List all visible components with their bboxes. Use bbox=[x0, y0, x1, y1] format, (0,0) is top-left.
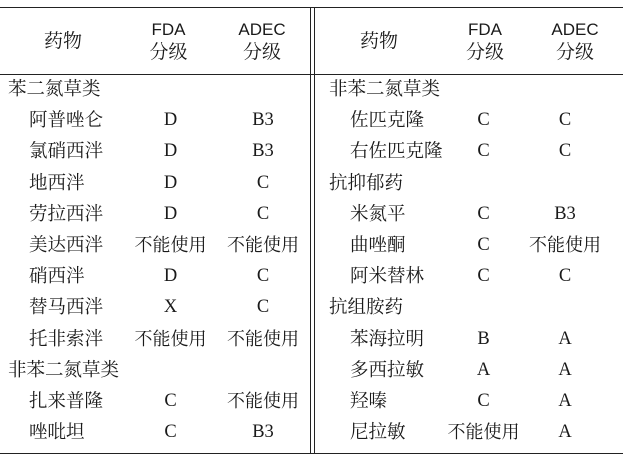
adec-grade: C bbox=[256, 203, 270, 224]
table-row bbox=[0, 105, 310, 136]
drug-name: 羟嗪 bbox=[350, 390, 388, 412]
drug-name: 曲唑酮 bbox=[350, 234, 406, 256]
fda-grade: A bbox=[476, 359, 491, 380]
fda-grade: C bbox=[477, 203, 490, 224]
category-row bbox=[316, 74, 623, 105]
category-row bbox=[316, 168, 623, 199]
table-center-double-rule bbox=[310, 7, 315, 453]
table-row bbox=[0, 261, 310, 292]
drug-name: 阿普唑仑 bbox=[29, 110, 104, 132]
table-row bbox=[0, 292, 310, 323]
table-row bbox=[316, 324, 623, 355]
table-row bbox=[316, 355, 623, 386]
header-fda-right bbox=[437, 7, 533, 74]
table-row bbox=[0, 168, 310, 199]
category-label: 苯二氮草类 bbox=[8, 79, 101, 100]
adec-grade: 不能使用 bbox=[227, 390, 299, 412]
table-row bbox=[0, 230, 310, 261]
header-drug-right bbox=[316, 7, 442, 74]
fda-grade: C bbox=[164, 390, 177, 411]
table-row bbox=[0, 199, 310, 230]
fda-grade: C bbox=[477, 110, 490, 131]
header-adec-right bbox=[527, 7, 623, 74]
category-row bbox=[0, 74, 310, 105]
drug-name: 美达西泮 bbox=[29, 234, 104, 256]
fda-grade: D bbox=[163, 141, 178, 162]
fda-grade: C bbox=[477, 234, 490, 255]
table-row bbox=[316, 417, 623, 448]
drug-name: 尼拉敏 bbox=[350, 422, 406, 444]
fda-grade: C bbox=[477, 390, 490, 411]
header-fda bbox=[120, 7, 217, 74]
header-drug-label-right: 药物 bbox=[359, 29, 398, 52]
drug-name: 地西泮 bbox=[29, 172, 85, 194]
adec-grade: 不能使用 bbox=[227, 328, 299, 350]
adec-grade: C bbox=[558, 266, 572, 287]
header-adec-line1-right: ADEC bbox=[551, 19, 599, 39]
drug-name: 米氮平 bbox=[350, 203, 406, 225]
fda-grade: C bbox=[164, 422, 177, 443]
adec-grade: 不能使用 bbox=[529, 234, 601, 256]
table-row bbox=[0, 324, 310, 355]
adec-grade: A bbox=[558, 422, 572, 443]
fda-grade: D bbox=[163, 266, 178, 287]
table-bottom-rule bbox=[0, 453, 623, 454]
adec-grade: C bbox=[256, 172, 270, 193]
drug-name: 多西拉敏 bbox=[350, 359, 425, 381]
category-label: 非苯二氮草类 bbox=[8, 359, 120, 381]
drug-name: 右佐匹克隆 bbox=[350, 141, 443, 163]
drug-name: 阿米替林 bbox=[350, 266, 425, 288]
table-row bbox=[316, 230, 623, 261]
table-row bbox=[0, 417, 310, 448]
adec-grade: A bbox=[558, 359, 572, 380]
drug-name: 氯硝西泮 bbox=[29, 141, 104, 163]
adec-grade: A bbox=[558, 390, 572, 411]
adec-grade: C bbox=[256, 297, 270, 318]
header-adec bbox=[214, 7, 310, 74]
table-row bbox=[0, 386, 310, 417]
adec-grade: C bbox=[558, 110, 572, 131]
category-label: 抗组胺药 bbox=[329, 297, 404, 319]
drug-name: 扎来普隆 bbox=[29, 390, 104, 412]
fda-grade: 不能使用 bbox=[134, 234, 207, 256]
adec-grade: B3 bbox=[554, 203, 576, 224]
adec-grade: A bbox=[558, 328, 572, 349]
right-rows bbox=[316, 74, 623, 448]
fda-grade: D bbox=[163, 110, 178, 131]
table-row bbox=[316, 136, 623, 167]
fda-grade: D bbox=[163, 203, 178, 224]
header-fda-line2-right: 分级 bbox=[465, 40, 504, 63]
table-row bbox=[316, 105, 623, 136]
table-row bbox=[316, 386, 623, 417]
fda-grade: C bbox=[477, 266, 490, 287]
table-row bbox=[0, 136, 310, 167]
adec-grade: C bbox=[558, 141, 572, 162]
adec-grade: B3 bbox=[252, 110, 274, 131]
adec-grade: B3 bbox=[252, 141, 274, 162]
drug-name: 劳拉西泮 bbox=[29, 203, 104, 225]
adec-grade: B3 bbox=[252, 422, 274, 443]
header-drug bbox=[0, 7, 126, 74]
table-row bbox=[316, 261, 623, 292]
fda-grade: D bbox=[163, 172, 178, 193]
adec-grade: C bbox=[256, 266, 270, 287]
header-adec-line2: 分级 bbox=[242, 40, 281, 63]
header-fda-line1: FDA bbox=[151, 19, 186, 39]
category-row bbox=[0, 355, 310, 386]
drug-name: 硝西泮 bbox=[29, 266, 85, 288]
drug-name: 苯海拉明 bbox=[350, 328, 425, 350]
left-rows bbox=[0, 74, 310, 448]
table-row bbox=[316, 199, 623, 230]
drug-name: 佐匹克隆 bbox=[350, 110, 425, 132]
fda-grade: 不能使用 bbox=[447, 422, 520, 444]
category-label: 抗抑郁药 bbox=[329, 172, 404, 194]
header-adec-line1: ADEC bbox=[238, 19, 286, 39]
header-fda-line2: 分级 bbox=[149, 40, 188, 63]
fda-grade: 不能使用 bbox=[134, 328, 207, 350]
drug-name: 唑吡坦 bbox=[29, 422, 85, 444]
category-label: 非苯二氮草类 bbox=[329, 79, 441, 100]
fda-grade: C bbox=[477, 141, 490, 162]
header-adec-line2-right: 分级 bbox=[555, 40, 594, 63]
fda-grade: B bbox=[477, 328, 490, 349]
drug-name: 托非索泮 bbox=[29, 328, 104, 350]
drug-name: 替马西泮 bbox=[29, 297, 104, 319]
category-row bbox=[316, 292, 623, 323]
header-fda-line1-right: FDA bbox=[468, 19, 502, 39]
header-drug-label: 药物 bbox=[43, 29, 82, 52]
adec-grade: 不能使用 bbox=[227, 234, 299, 256]
fda-grade: X bbox=[163, 297, 178, 318]
